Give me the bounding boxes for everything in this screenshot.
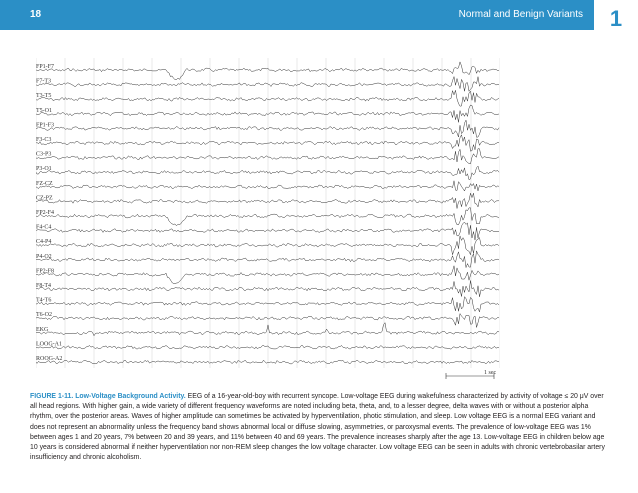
channel-label: EKG [36,326,49,333]
channel-label: T6-O2 [36,312,52,319]
eeg-trace-c3-p3 [36,149,499,164]
channel-label: T5-O1 [36,107,52,114]
channel-label: C3-P3 [36,151,52,158]
running-title: Normal and Benign Variants [458,9,583,20]
figure-label: FIGURE 1-11. [30,393,74,400]
eeg-trace-f3-c3 [36,135,499,151]
eeg-trace-c4-p4 [36,236,499,255]
eeg-trace-f4-c4 [36,222,499,240]
eeg-trace-fp1-f7 [36,62,499,80]
eeg-trace-ekg [36,323,499,336]
eeg-trace-t3-t5 [36,90,499,106]
channel-label: FP2-F8 [36,268,55,275]
eeg-trace-fz-cz [36,181,499,191]
channel-label: LOOG-A1 [36,341,62,348]
channel-label: T3-T5 [36,93,52,100]
channel-label: F3-C3 [36,137,52,143]
channel-label: P4-O2 [36,253,52,260]
channel-label: T4-T6 [36,297,52,304]
channel-label: ROOG-A2 [36,356,63,362]
page-number: 18 [30,9,42,20]
eeg-trace-t5-o1 [36,105,499,122]
eeg-trace-fp1-f3 [36,120,499,137]
channel-label: FP1-F3 [36,122,55,129]
eeg-trace-loog-a1 [36,346,499,350]
channel-label: F4-C4 [36,224,52,231]
eeg-trace-fp2-f4 [36,208,499,226]
channel-label: C4-P4 [36,239,52,246]
channel-label: F8-T4 [36,283,51,289]
channel-label: FZ-CZ [36,180,53,187]
eeg-trace-f7-t3 [36,77,499,92]
figure-title: Low-Voltage Background Activity. [75,393,186,400]
channel-label: CZ-PZ [36,195,53,202]
eeg-trace-t4-t6 [36,297,499,312]
caption-text: EEG of a 16-year-old-boy with recurrent syncope. Low-voltage EEG during wakefulness characterized by activity of voltage ≤ 20 μV over all head regions. With higher gain, a wide variety of different frequency waveforms are noted including beta, theta, and, to a lesser degree, delta waves with or without a posterior alpha rhythm, over the posterior areas. Waves of higher amplitude can sometimes be activated by hyperventilation, photic stimulation, and sleep. Low voltage EEG is a normal EEG variant and does not represent an abnormality unless the frequency band shows abnormal local or diffuse slowing, asymmetries, or paroxysmal events. The prevalence of low-voltage EEG was 1% between ages 1 and 20 years, 7% between 20 and 39 years, and 11% between 40 and 69 years. The prevalence increases sharply after the age 13. Low-voltage EEG in children below age 10 years is considered abnormal if neither hyperventilation nor non-REM sleep changes the low voltage character. Low voltage EEG can be seen in adults with chronic vertebrobasilar artery insufficiency and chronic alcoholism. [30,393,605,462]
channel-label: P3-O1 [36,166,52,173]
eeg-trace-roog-a2 [36,360,499,364]
figure-caption [30,392,612,463]
eeg-trace-f8-t4 [36,281,499,297]
eeg-trace-p4-o2 [36,251,499,268]
eeg-time-scale [446,370,496,379]
eeg-time-grid [36,58,500,368]
channel-label: F7-T3 [36,78,51,85]
channel-label: FP2-F4 [36,210,55,216]
eeg-trace-t6-o2 [36,314,499,328]
eeg-traces [36,62,499,364]
eeg-tracing [36,58,500,382]
eeg-trace-p3-o1 [36,166,499,180]
time-scale-label: 1 sec [484,370,497,376]
chapter-number: 1 [594,0,638,36]
page-header [0,0,638,30]
eeg-trace-cz-pz [36,193,499,208]
eeg-channel-labels [36,64,62,362]
channel-label: FP1-F7 [36,64,55,70]
eeg-trace-fp2-f8 [36,266,499,284]
